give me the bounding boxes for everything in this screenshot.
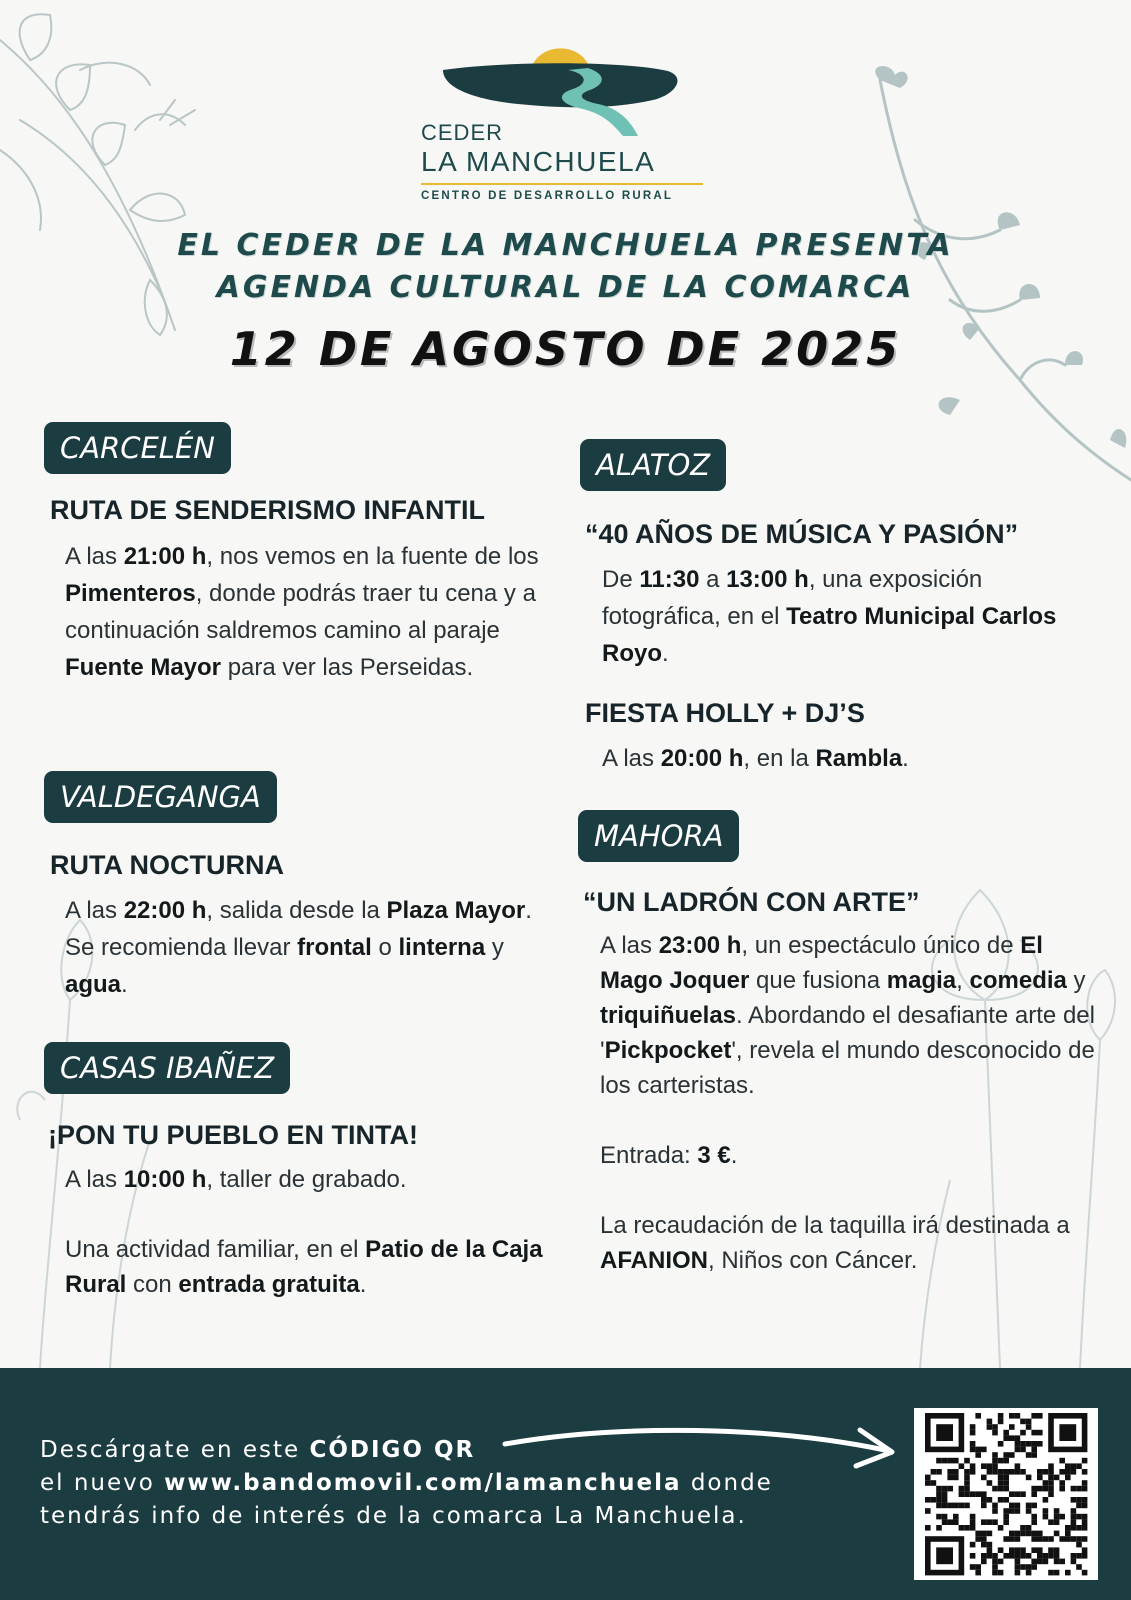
event-title-valdeganga: RUTA NOCTURNA bbox=[50, 850, 284, 880]
event-title-alatoz-2: FIESTA HOLLY + DJ’S bbox=[585, 698, 865, 728]
bandomovil-link[interactable]: www.bandomovil.com/lamanchuela bbox=[164, 1470, 682, 1496]
heading-line-2: AGENDA CULTURAL DE LA COMARCA bbox=[216, 270, 915, 305]
event-description-valdeganga: A las 22:00 h, salida desde la Plaza Mayor. Se recomienda llevar frontal o linterna y agua. bbox=[65, 897, 532, 998]
town-tag-casas-ibanez: CASAS IBAÑEZ bbox=[44, 1042, 290, 1094]
event-description-alatoz-2: A las 20:00 h, en la Rambla. bbox=[602, 745, 909, 772]
logo-divider bbox=[421, 183, 703, 185]
event-title-casas-ibanez: ¡PON TU PUEBLO EN TINTA! bbox=[48, 1120, 418, 1150]
arrow-right-icon bbox=[500, 1416, 910, 1476]
logo-subtitle: CENTRO DE DESARROLLO RURAL bbox=[421, 190, 674, 202]
town-tag-valdeganga: VALDEGANGA bbox=[44, 771, 277, 823]
footer-text: Descárgate en este CÓDIGO QR el nuevo www.bandomovil.com/lamanchuela donde tendrás info de interés de la comarca La Manchuela. bbox=[40, 1437, 773, 1529]
event-description-alatoz-1: De 11:30 a 13:00 h, una exposición fotográfica, en el Teatro Municipal Carlos Royo. bbox=[602, 566, 1057, 667]
qr-code-icon[interactable] bbox=[914, 1408, 1098, 1580]
event-title-alatoz-1: “40 AÑOS DE MÚSICA Y PASIÓN” bbox=[585, 519, 1019, 549]
event-title-carcelen: RUTA DE SENDERISMO INFANTIL bbox=[50, 495, 486, 525]
town-tag-alatoz: ALATOZ bbox=[580, 439, 726, 491]
town-tag-mahora: MAHORA bbox=[578, 810, 739, 862]
logo-word-ceder: CEDER bbox=[421, 120, 504, 145]
logo-word-manchuela: LA MANCHUELA bbox=[421, 146, 656, 177]
town-tag-carcelen: CARCELÉN bbox=[44, 422, 231, 474]
floral-illustration-top-left bbox=[0, 0, 320, 360]
ceder-logo bbox=[418, 34, 718, 214]
event-title-mahora: “UN LADRÓN CON ARTE” bbox=[583, 887, 920, 917]
logo-sun bbox=[533, 48, 588, 64]
logo-hill bbox=[443, 63, 677, 107]
heading-date: 12 DE AGOSTO DE 2025 bbox=[229, 322, 902, 376]
event-description-casas-ibanez: A las 10:00 h, taller de grabado. Una actividad familiar, en el Patio de la Caja Rural con entrada gratuita. bbox=[65, 1166, 543, 1298]
event-description-carcelen: A las 21:00 h, nos vemos en la fuente de los Pimenteros, donde podrás traer tu cena y a continuación saldremos camino al paraje Fuente Mayor para ver las Perseidas. bbox=[65, 543, 539, 681]
ticket-price: Entrada: 3 €. bbox=[600, 1142, 738, 1169]
event-description-mahora: A las 23:00 h, un espectáculo único de El Mago Joquer que fusiona magia, comedia y triquiñuelas. Abordando el desafiante arte del 'Pickpocket', revela el mundo desconocido de los carteristas. Entrada: 3 €. La recaudación de la taquilla irá destinada a AFANION, Niños con Cáncer. bbox=[600, 928, 1100, 1278]
heading-line-1: EL CEDER DE LA MANCHUELA PRESENTA bbox=[177, 228, 954, 263]
